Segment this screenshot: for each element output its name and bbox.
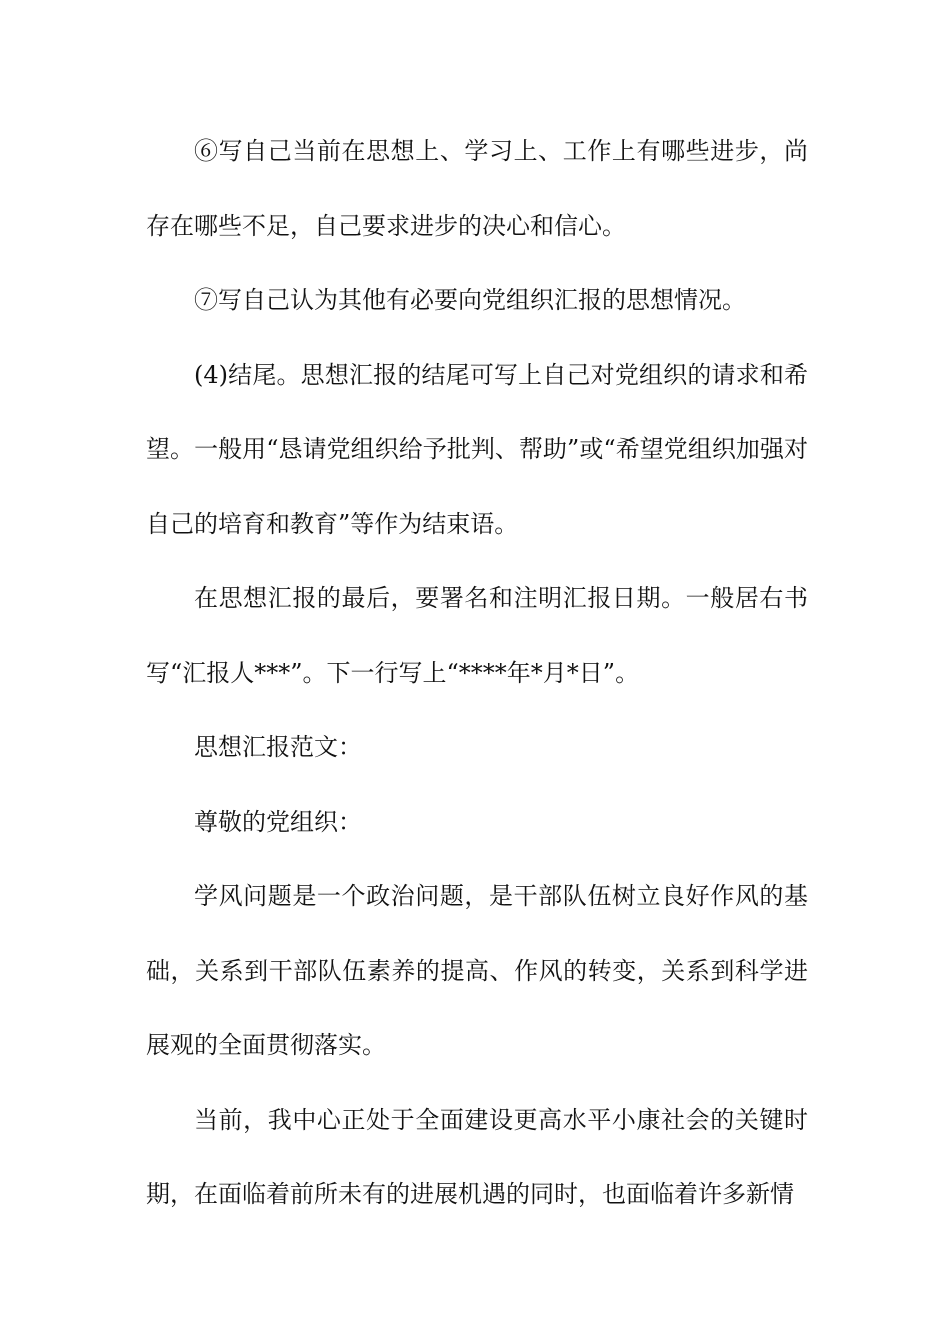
- paragraph-item-7: ⑦写自己认为其他有必要向党组织汇报的思想情况。: [194, 286, 746, 314]
- paragraph-item-6: ⑥写自己当前在思想上、学习上、工作上有哪些进步，尚存在哪些不足，自己要求进步的决心和信心。: [146, 137, 808, 240]
- paragraph-signature: 在思想汇报的最后，要署名和注明汇报日期。一般居右书写“汇报人***”。下一行写上“****年*月*日”。: [146, 584, 808, 687]
- document-body: [146, 114, 808, 1232]
- paragraph-study-style: 学风问题是一个政治问题，是干部队伍树立良好作风的基础，关系到干部队伍素养的提高、作风的转变，关系到科学进展观的全面贯彻落实。: [146, 882, 808, 1059]
- sample-heading: 思想汇报范文：: [194, 733, 362, 761]
- paragraph-current-period: 当前，我中心正处于全面建设更高水平小康社会的关键时期，在面临着前所未有的进展机遇的同时，也面临着许多新情: [146, 1105, 808, 1208]
- paragraph-ending: (4)结尾。思想汇报的结尾可写上自己对党组织的请求和希望。一般用“恳请党组织给予批判、帮助”或“希望党组织加强对自己的培育和教育”等作为结束语。: [146, 360, 808, 538]
- salutation: 尊敬的党组织：: [194, 807, 362, 836]
